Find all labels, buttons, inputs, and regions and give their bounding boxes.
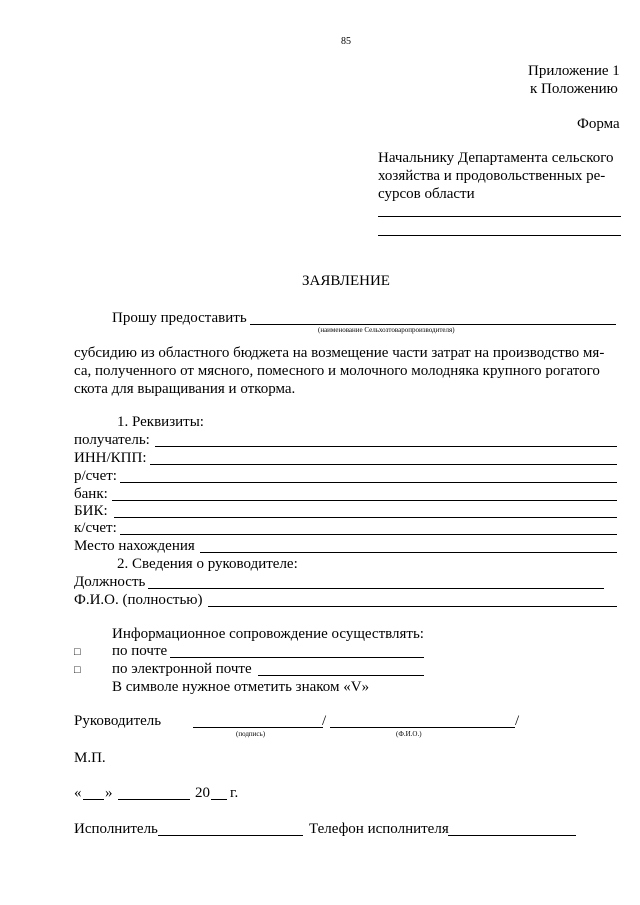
signature-hint: (подпись)	[236, 730, 266, 738]
signature-name-field[interactable]	[330, 727, 515, 728]
full-name-label: Ф.И.О. (полностью)	[74, 592, 203, 608]
inn-kpp-field[interactable]	[150, 464, 617, 465]
corr-account-field[interactable]	[120, 534, 617, 535]
page-number: 85	[341, 36, 351, 47]
date-year-field[interactable]	[211, 799, 227, 800]
request-body-line-2: са, полученного от мясного, помесного и молочного молодняка крупного рогатого	[74, 363, 600, 379]
head-label: Руководитель	[74, 713, 162, 729]
bank-field[interactable]	[112, 500, 617, 501]
request-label: Прошу предоставить	[112, 310, 247, 326]
position-field[interactable]	[148, 588, 604, 589]
addressee-blank-1[interactable]	[378, 216, 621, 217]
date-close-quote: »	[105, 785, 113, 801]
stamp-label: М.П.	[74, 750, 106, 766]
recipient-field[interactable]	[155, 446, 617, 447]
mail-field[interactable]	[170, 657, 424, 658]
position-label: Должность	[74, 574, 146, 590]
addressee-blank-2[interactable]	[378, 235, 621, 236]
email-checkbox[interactable]: □	[74, 664, 81, 676]
date-open-quote: «	[74, 785, 82, 801]
bik-label: БИК:	[74, 503, 108, 519]
appendix-label: Приложение 1	[528, 63, 620, 79]
request-body-line-1: субсидию из областного бюджета на возмещение части затрат на производство мя-	[74, 345, 605, 361]
name-hint: (Ф.И.О.)	[396, 730, 422, 738]
producer-name-field[interactable]	[250, 324, 616, 325]
form-label: Форма	[577, 116, 620, 132]
producer-name-hint: (наименование Сельхозтоваропроизводителя)	[318, 326, 455, 334]
manager-heading: 2. Сведения о руководителе:	[117, 556, 298, 572]
addressee-line-2: хозяйства и продовольственных ре-	[378, 168, 606, 184]
location-field[interactable]	[200, 552, 617, 553]
inn-kpp-label: ИНН/КПП:	[74, 450, 147, 466]
corr-account-label: к/счет:	[74, 520, 117, 536]
addressee-line-3: сурсов области	[378, 186, 475, 202]
executor-field[interactable]	[158, 835, 303, 836]
bik-field[interactable]	[114, 517, 617, 518]
signature-slash-2: /	[515, 713, 520, 729]
executor-label: Исполнитель	[74, 821, 158, 837]
by-mail-label: по почте	[112, 643, 168, 659]
date-year-suffix: г.	[230, 785, 239, 801]
request-body-line-3: скота для выращивания и откорма.	[74, 381, 296, 397]
location-label: Место нахождения	[74, 538, 195, 554]
bank-label: банк:	[74, 486, 108, 502]
regulation-label: к Положению	[530, 81, 618, 97]
recipient-label: получатель:	[74, 432, 150, 448]
date-year-prefix: 20	[195, 785, 210, 801]
addressee-line-1: Начальнику Департамента сельского	[378, 150, 614, 166]
account-field[interactable]	[120, 482, 617, 483]
requisites-heading: 1. Реквизиты:	[117, 414, 204, 430]
account-label: р/счет:	[74, 468, 117, 484]
executor-phone-field[interactable]	[448, 835, 576, 836]
date-month-field[interactable]	[118, 799, 190, 800]
executor-phone-label: Телефон исполнителя	[309, 821, 449, 837]
info-heading: Информационное сопровождение осуществлять:	[112, 626, 424, 642]
mark-note: В символе нужное отметить знаком «V»	[112, 679, 370, 695]
document-title: ЗАЯВЛЕНИЕ	[302, 273, 390, 289]
by-email-label: по электронной почте	[112, 661, 252, 677]
full-name-field[interactable]	[208, 606, 617, 607]
signature-field[interactable]	[193, 727, 323, 728]
mail-checkbox[interactable]: □	[74, 646, 81, 658]
signature-slash-1: /	[322, 713, 327, 729]
email-field[interactable]	[258, 675, 424, 676]
date-day-field[interactable]	[83, 799, 104, 800]
